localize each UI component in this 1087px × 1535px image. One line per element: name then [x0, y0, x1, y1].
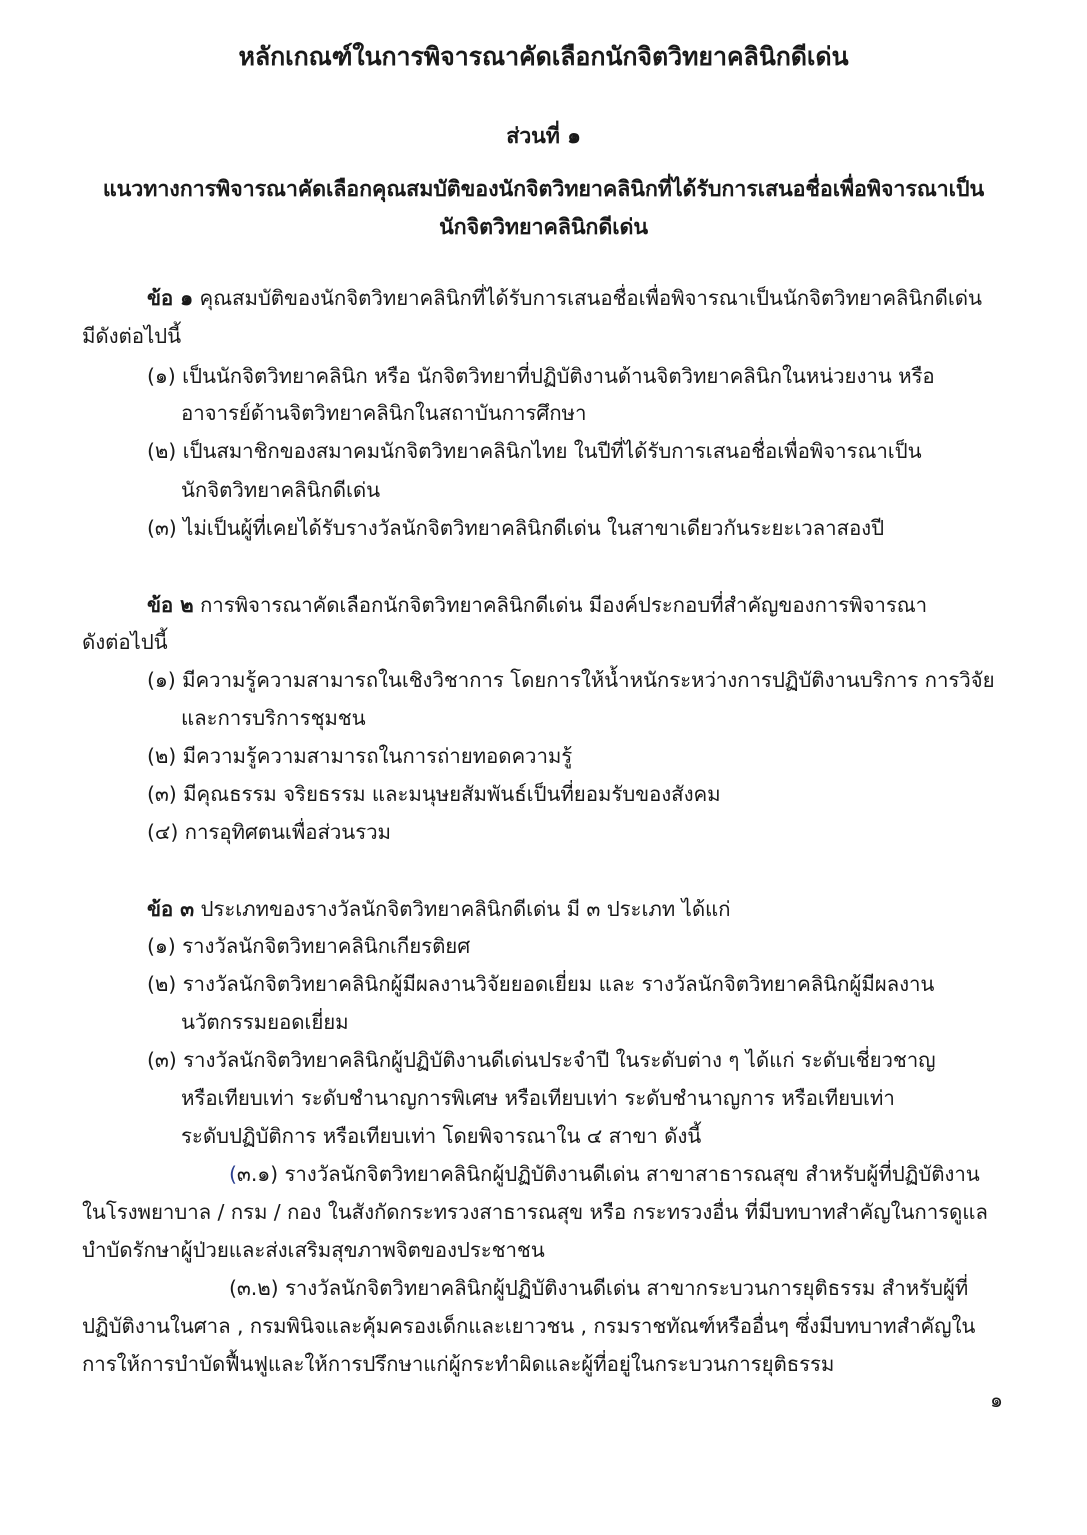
section1-item2-line2: นักจิตวิทยาคลินิกดีเด่น — [181, 478, 381, 502]
part-heading-line1: แนวทางการพิจารณาคัดเลือกคุณสมบัติของนักจิตวิทยาคลินิกที่ได้รับการเสนอชื่อเพื่อพิจารณาเป็น — [102, 177, 985, 202]
section3-item2-line1: (๒) รางวัลนักจิตวิทยาคลินิกผู้มีผลงานวิจัยยอดเยี่ยม และ รางวัลนักจิตวิทยาคลินิกผู้มีผลงาน — [147, 972, 935, 996]
section2-item1-line2: และการบริการชุมชน — [181, 706, 366, 730]
section3-sub2-line3: การให้การบำบัดฟื้นฟูและให้การปรึกษาแก่ผู้กระทำผิดและผู้ที่อยู่ในกระบวนการยุติธรรม — [82, 1352, 835, 1376]
section2-intro — [147, 591, 927, 619]
section1-intro-text: คุณสมบัติของนักจิตวิทยาคลินิกที่ได้รับการเสนอชื่อเพื่อพิจารณาเป็นนักจิตวิทยาคลินิกดีเด่น — [193, 286, 982, 310]
section3-item3-line2: หรือเทียบเท่า ระดับชำนาญการพิเศษ หรือเทียบเท่า ระดับชำนาญการ หรือเทียบเท่า — [181, 1086, 895, 1110]
section2-item3-line1: (๓) มีคุณธรรม จริยธรรม และมนุษยสัมพันธ์เป็นที่ยอมรับของสังคม — [147, 782, 721, 806]
section1-item1-line2: อาจารย์ด้านจิตวิทยาคลินิกในสถาบันการศึกษา — [181, 401, 587, 425]
section2-label: ข้อ ๒ — [147, 593, 194, 617]
section3-item1-line1: (๑) รางวัลนักจิตวิทยาคลินิกเกียรติยศ — [147, 934, 471, 958]
section3-sub1-prefix: ( — [229, 1162, 237, 1186]
section3-sub1-text: ๓.๑) รางวัลนักจิตวิทยาคลินิกผู้ปฏิบัติงานดีเด่น สาขาสาธารณสุข สำหรับผู้ที่ปฏิบัติงาน — [236, 1162, 980, 1186]
document-title: หลักเกณฑ์ในการพิจารณาคัดเลือกนักจิตวิทยาคลินิกดีเด่น — [238, 42, 849, 71]
page-number: ๑ — [990, 1388, 1003, 1412]
part-heading-line2: นักจิตวิทยาคลินิกดีเด่น — [439, 215, 648, 240]
section3-item2-line2: นวัตกรรมยอดเยี่ยม — [181, 1010, 349, 1034]
section3-sub1-line2: ในโรงพยาบาล / กรม / กอง ในสังกัดกระทรวงสาธารณสุข หรือ กระทรวงอื่น ที่มีบทบาทสำคัญในการดูแล — [82, 1200, 988, 1224]
section3-sub2-line2: ปฏิบัติงานในศาล , กรมพินิจและคุ้มครองเด็กและเยาวชน , กรมราชทัณฑ์หรืออื่นๆ ซึ่งมีบทบาทสำคัญใน — [82, 1314, 976, 1338]
part-label: ส่วนที่ ๑ — [506, 124, 581, 149]
section3-intro-text: ประเภทของรางวัลนักจิตวิทยาคลินิกดีเด่น มี ๓ ประเภท ได้แก่ — [194, 897, 731, 921]
section2-intro-cont: ดังต่อไปนี้ — [82, 630, 168, 654]
section3-sub1-line1 — [229, 1160, 980, 1188]
section2-item2-line1: (๒) มีความรู้ความสามารถในการถ่ายทอดความรู้ — [147, 744, 573, 768]
section1-item3-line1: (๓) ไม่เป็นผู้ที่เคยได้รับรางวัลนักจิตวิทยาคลินิกดีเด่น ในสาขาเดียวกันระยะเวลาสองปี — [147, 516, 884, 540]
section3-item3-line3: ระดับปฏิบัติการ หรือเทียบเท่า โดยพิจารณาใน ๔ สาขา ดังนี้ — [181, 1124, 702, 1148]
section1-intro — [147, 284, 982, 312]
section2-item1-line1: (๑) มีความรู้ความสามารถในเชิงวิชาการ โดยการให้น้ำหนักระหว่างการปฏิบัติงานบริการ การวิจัย — [147, 668, 995, 692]
section3-item3-line1: (๓) รางวัลนักจิตวิทยาคลินิกผู้ปฏิบัติงานดีเด่นประจำปี ในระดับต่าง ๆ ได้แก่ ระดับเชี่ยวชาญ — [147, 1048, 936, 1072]
section3-label: ข้อ ๓ — [147, 897, 195, 921]
section1-intro-cont: มีดังต่อไปนี้ — [82, 324, 181, 348]
section3-sub2-line1: (๓.๒) รางวัลนักจิตวิทยาคลินิกผู้ปฏิบัติงานดีเด่น สาขากระบวนการยุติธรรม สำหรับผู้ที่ — [229, 1276, 969, 1300]
section1-item2-line1: (๒) เป็นสมาชิกของสมาคมนักจิตวิทยาคลินิกไทย ในปีที่ได้รับการเสนอชื่อเพื่อพิจารณาเป็น — [147, 439, 922, 463]
section3-intro — [147, 895, 730, 923]
section2-item4-line1: (๔) การอุทิศตนเพื่อส่วนรวม — [147, 820, 391, 844]
section2-intro-text: การพิจารณาคัดเลือกนักจิตวิทยาคลินิกดีเด่น มีองค์ประกอบที่สำคัญของการพิจารณา — [193, 593, 928, 617]
section1-label: ข้อ ๑ — [147, 286, 194, 310]
section3-sub1-line3: บำบัดรักษาผู้ป่วยและส่งเสริมสุขภาพจิตของประชาชน — [82, 1238, 545, 1262]
section1-item1-line1: (๑) เป็นนักจิตวิทยาคลินิก หรือ นักจิตวิทยาที่ปฏิบัติงานด้านจิตวิทยาคลินิกในหน่วยงาน หรือ — [147, 364, 935, 388]
